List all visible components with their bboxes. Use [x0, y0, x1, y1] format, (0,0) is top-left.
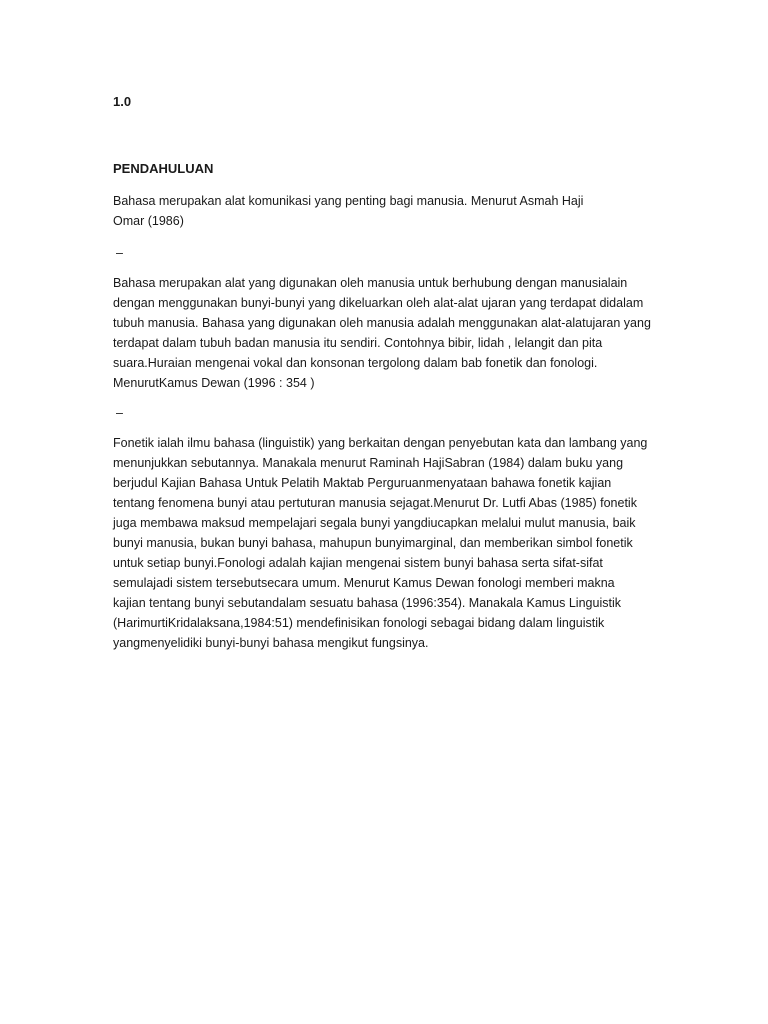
- dash-separator-2: –: [116, 406, 123, 420]
- intro-paragraph: Bahasa merupakan alat komunikasi yang penting bagi manusia. Menurut Asmah Haji Omar (1986): [113, 194, 584, 228]
- paragraph-fonetik: Fonetik ialah ilmu bahasa (linguistik) yang berkaitan dengan penyebutan kata dan lambang yang menunjukkan sebutannya. Manakala menurut Raminah HajiSabran (1984) dalam buku yang berjudul Kajian Bahasa Untuk Pelatih Maktab Perguruanmenyataan bahawa fonetik kajian tentang fenomena bunyi atau pertuturan manusia sejagat.Menurut Dr. Lutfi Abas (1985) fonetik juga membawa maksud mempelajari segala bunyi yangdiucapkan melalui mulut manusia, baik bunyi manusia, bukan bunyi bahasa, mahupun bunyimarginal, dan memberikan simbol fonetik untuk setiap bunyi.Fonologi adalah kajian mengenai sistem bunyi bahasa serta sifat-sifat semulajadi sistem tersebutsecara umum. Menurut Kamus Dewan fonologi memberi makna kajian tentang bunyi sebutandalam sesuatu bahasa (1996:354). Manakala Kamus Linguistik (HarimurtiKridalaksana,1984:51) mendefinisikan fonologi sebagai bidang dalam linguistik yangmenyelidiki bunyi-bunyi bahasa mengikut fungsinya.: [113, 436, 648, 650]
- dash-separator-1: –: [116, 246, 123, 260]
- paragraph-bahasa: Bahasa merupakan alat yang digunakan oleh manusia untuk berhubung dengan manusialain dengan menggunakan bunyi-bunyi yang dikeluarkan oleh alat-alat ujaran yang terdapat didalam tubuh manusia. Bahasa yang digunakan oleh manusia adalah menggunakan alat-alatujaran yang terdapat dalam tubuh badan manusia itu sendiri. Contohnya bibir, lidah , lelangit dan pita suara.Huraian mengenai vokal dan konsonan tergolong dalam bab fonetik dan fonologi. MenurutKamus Dewan (1996 : 354 ): [113, 276, 651, 390]
- document-body: [113, 93, 653, 653]
- section-number: 1.0: [113, 94, 132, 109]
- section-title: PENDAHULUAN: [113, 161, 214, 176]
